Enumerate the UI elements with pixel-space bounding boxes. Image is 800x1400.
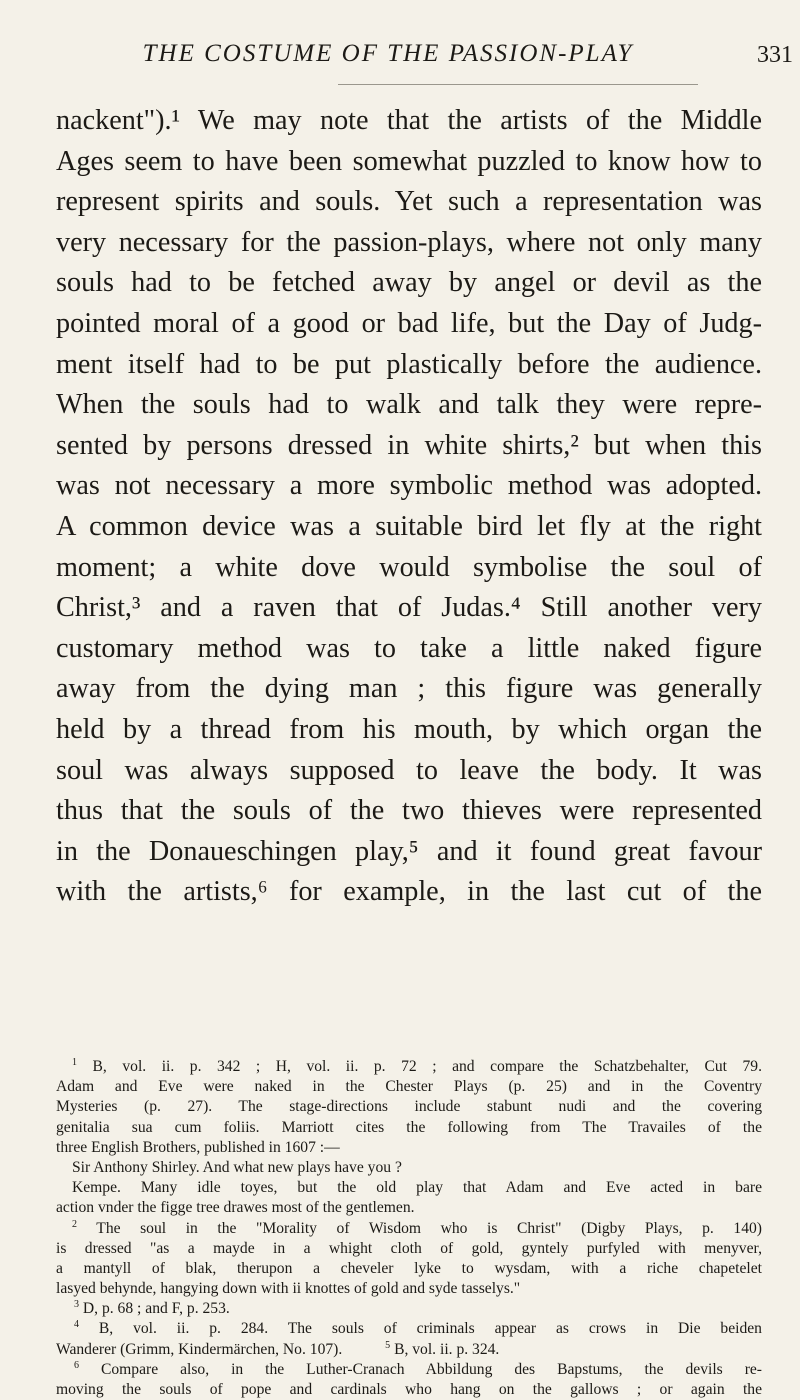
body-line: ment itself had to be put plastically before the audience. — [56, 348, 762, 380]
body-line: customary method was to take a little naked figure — [56, 632, 762, 664]
body-line: held by a thread from his mouth, by which organ the — [56, 713, 762, 745]
footnote-line: a mantyll of blak, therupon a cheveler lyke to wysdam, with a riche chapetelet — [56, 1259, 762, 1277]
body-line: Christ,³ and a raven that of Judas.⁴ Still another very — [56, 592, 762, 624]
footnote-text: D, p. 68 ; and F, p. 253. — [82, 1300, 230, 1318]
footnote-line: is dressed "as a mayde in a whight cloth of gold, gyntely purfyled with menyver, — [56, 1239, 762, 1257]
footnote-marker: 1 — [72, 1057, 77, 1068]
footnote-1 — [56, 1057, 762, 1077]
main-paragraph — [56, 101, 762, 913]
footnote-3 — [56, 1299, 762, 1319]
body-line: thus that the souls of the two thieves were represented — [56, 795, 762, 827]
footnote-5-text: B, vol. ii. p. 324. — [394, 1340, 500, 1358]
footnote-quote-line: Kempe. Many idle toyes, but the old play that Adam and Eve acted in bare — [72, 1179, 762, 1197]
footnote-text: B, vol. ii. p. 342 ; H, vol. ii. p. 72 ; and compare the Schatzbehalter, Cut 79. — [92, 1058, 762, 1075]
footnote-line: action vnder the figge tree drawes most of the gentlemen. — [56, 1199, 415, 1217]
body-line: very necessary for the passion-plays, where not only many — [56, 226, 762, 258]
page-number: 331 — [757, 42, 793, 68]
footnote-line: three English Brothers, published in 1607 :— — [56, 1138, 340, 1156]
footnotes — [56, 1057, 762, 1400]
footnote-4 — [56, 1319, 762, 1339]
body-line: in the Donaueschingen play,⁵ and it found great favour — [56, 835, 762, 867]
footnote-quote-line: Sir Anthony Shirley. And what new plays have you ? — [72, 1158, 402, 1176]
running-title: THE COSTUME OF THE PASSION-PLAY — [142, 40, 634, 67]
footnote-marker: 5 — [385, 1339, 391, 1351]
footnote-text: B, vol. ii. p. 284. The souls of criminals appear as crows in Die beiden — [98, 1320, 762, 1338]
body-line: pointed moral of a good or bad life, but the Day of Judg- — [56, 307, 762, 339]
footnote-line: Mysteries (p. 27). The stage-directions include stabunt nudi and the covering — [56, 1098, 762, 1116]
body-line: nackent").¹ We may note that the artists of the Middle — [56, 105, 762, 136]
body-line: A common device was a suitable bird let fly at the right — [56, 510, 762, 542]
body-line: represent spirits and souls. Yet such a representation was — [56, 186, 762, 218]
body-line: Ages seem to have been somewhat puzzled to know how to — [56, 145, 762, 177]
body-line: soul was always supposed to leave the body. It was — [56, 754, 762, 786]
footnote-marker: 2 — [72, 1218, 77, 1230]
footnote-line: moving the souls of pope and cardinals who hang on the gallows ; or again the — [56, 1381, 762, 1398]
footnote-line: lasyed behynde, hangying down with ii knottes of gold and syde tasselys." — [56, 1280, 521, 1298]
body-line: with the artists,⁶ for example, in the last cut of the — [56, 876, 762, 908]
footnote-text: Compare also, in the Luther-Cranach Abbildung des Bapstums, the devils re- — [100, 1360, 762, 1378]
footnote-marker: 4 — [74, 1319, 79, 1331]
body-line: When the souls had to walk and talk they were repre- — [56, 389, 762, 421]
footnote-2 — [56, 1219, 762, 1239]
footnote-6 — [56, 1360, 762, 1380]
footnote-marker: 3 — [74, 1299, 79, 1311]
body-line: souls had to be fetched away by angel or devil as the — [56, 267, 762, 299]
body-line: moment; a white dove would symbolise the soul of — [56, 551, 762, 583]
footnote-marker: 6 — [74, 1359, 79, 1371]
body-line: was not necessary a more symbolic method was adopted. — [56, 470, 762, 502]
footnote-text: The soul in the "Morality of Wisdom who is Christ" (Digby Plays, p. 140) — [96, 1219, 762, 1237]
body-line: away from the dying man ; this figure was generally — [56, 673, 762, 705]
body-line: sented by persons dressed in white shirts,² but when this — [56, 429, 762, 461]
footnote-line: Adam and Eve were naked in the Chester Plays (p. 25) and in the Coventry — [56, 1078, 762, 1096]
footnote-4-cont — [56, 1340, 762, 1360]
header-rule — [338, 84, 698, 85]
footnote-text: Wanderer (Grimm, Kindermärchen, No. 107). — [56, 1340, 343, 1358]
footnote-line: genitalia sua cum foliis. Marriott cites the following from The Travailes of the — [56, 1118, 762, 1136]
